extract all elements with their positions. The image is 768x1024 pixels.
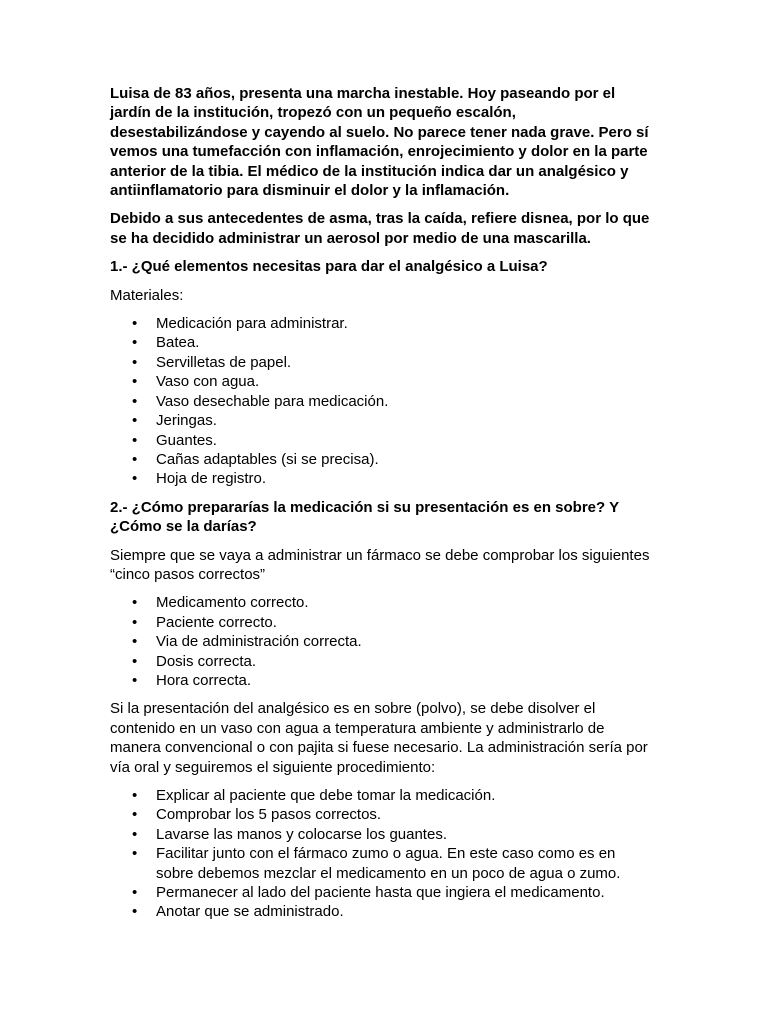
list-item-text: Cañas adaptables (si se precisa).	[156, 450, 379, 468]
list-item-text: Paciente correcto.	[156, 613, 277, 631]
list-item	[110, 593, 650, 612]
list-item-text: Lavarse las manos y colocarse los guantes.	[156, 825, 447, 843]
list-item-text: Batea.	[156, 334, 200, 352]
document-page	[110, 84, 650, 931]
materials-list	[110, 314, 650, 489]
list-item	[110, 372, 650, 391]
list-item	[110, 431, 650, 450]
bullet-icon: •	[132, 825, 138, 843]
list-item	[110, 353, 650, 372]
question-2-paragraph: Si la presentación del analgésico es en sobre (polvo), se debe disolver el contenido en un vaso con agua a temperatura ambiente y administrarlo de manera convencional o con pajita si fuese necesario. La administración sería por vía oral y seguiremos el siguiente procedimiento:	[110, 700, 648, 776]
question-2-heading: 2.- ¿Cómo prepararías la medicación si su presentación es en sobre? Y ¿Cómo se la darías?	[110, 498, 619, 536]
list-item-text: Hoja de registro.	[156, 470, 267, 488]
bullet-icon: •	[132, 334, 138, 352]
bullet-icon: •	[132, 652, 138, 670]
bullet-icon: •	[132, 594, 138, 612]
list-item	[110, 671, 650, 690]
intro-paragraph-1: Luisa de 83 años, presenta una marcha inestable. Hoy paseando por el jardín de la institución, tropezó con un pequeño escalón, desestabilizándose y cayendo al suelo. No parece tener nada grave. Pero sí vemos una tumefacción con inflamación, enrojecimiento y dolor en la parte anterior de la tibia. El médico de la institución indica dar un analgésico y antiinflamatorio para disminuir el dolor y la inflamación.	[110, 85, 649, 200]
bullet-icon: •	[132, 470, 138, 488]
list-item	[110, 333, 650, 352]
list-item-text: Permanecer al lado del paciente hasta que ingiera el medicamento.	[156, 884, 605, 902]
list-item-text: Dosis correcta.	[156, 652, 257, 670]
list-item-text: Facilitar junto con el fármaco zumo o agua. En este caso como es en sobre debemos mezclar el medicamento en un poco de agua o zumo.	[156, 845, 621, 882]
bullet-icon: •	[132, 884, 138, 902]
list-item-text: Jeringas.	[156, 412, 217, 430]
bullet-icon: •	[132, 431, 138, 449]
list-item-text: Medicación para administrar.	[156, 315, 348, 333]
list-item	[110, 314, 650, 333]
bullet-icon: •	[132, 845, 138, 863]
list-item-text: Vaso con agua.	[156, 373, 260, 391]
list-item	[110, 652, 650, 671]
list-item	[110, 844, 650, 883]
bullet-icon: •	[132, 903, 138, 921]
bullet-icon: •	[132, 613, 138, 631]
bullet-icon: •	[132, 450, 138, 468]
list-item-text: Hora correcta.	[156, 671, 252, 689]
list-item-text: Medicamento correcto.	[156, 594, 309, 612]
bullet-icon: •	[132, 787, 138, 804]
bullet-icon: •	[132, 315, 138, 333]
question-2-intro: Siempre que se vaya a administrar un fármaco se debe comprobar los siguientes “cinco pasos correctos”	[110, 546, 650, 583]
bullet-icon: •	[132, 373, 138, 391]
list-item	[110, 411, 650, 430]
list-item-text: Via de administración correcta.	[156, 633, 362, 651]
bullet-icon: •	[132, 671, 138, 689]
list-item-text: Comprobar los 5 pasos correctos.	[156, 806, 382, 824]
list-item	[110, 469, 650, 488]
bullet-icon: •	[132, 392, 138, 410]
bullet-icon: •	[132, 353, 138, 371]
list-item	[110, 786, 650, 805]
intro-paragraph-2: Debido a sus antecedentes de asma, tras la caída, refiere disnea, por lo que se ha decidido administrar un aerosol por medio de una mascarilla.	[110, 210, 650, 247]
question-1-heading: 1.- ¿Qué elementos necesitas para dar el analgésico a Luisa?	[110, 258, 548, 276]
list-item-text: Anotar que se administrado.	[156, 903, 344, 921]
bullet-icon: •	[132, 412, 138, 430]
bullet-icon: •	[132, 806, 138, 824]
list-item-text: Explicar al paciente que debe tomar la medicación.	[156, 787, 496, 804]
list-item-text: Vaso desechable para medicación.	[156, 392, 389, 410]
materials-label: Materiales:	[110, 286, 184, 304]
correct-steps-list	[110, 593, 650, 690]
list-item	[110, 902, 650, 921]
list-item-text: Guantes.	[156, 431, 217, 449]
list-item	[110, 450, 650, 469]
list-item	[110, 632, 650, 651]
list-item-text: Servilletas de papel.	[156, 353, 292, 371]
bullet-icon: •	[132, 633, 138, 651]
list-item	[110, 392, 650, 411]
list-item	[110, 825, 650, 844]
list-item	[110, 883, 650, 902]
procedure-list	[110, 786, 650, 922]
list-item	[110, 805, 650, 824]
list-item	[110, 613, 650, 632]
